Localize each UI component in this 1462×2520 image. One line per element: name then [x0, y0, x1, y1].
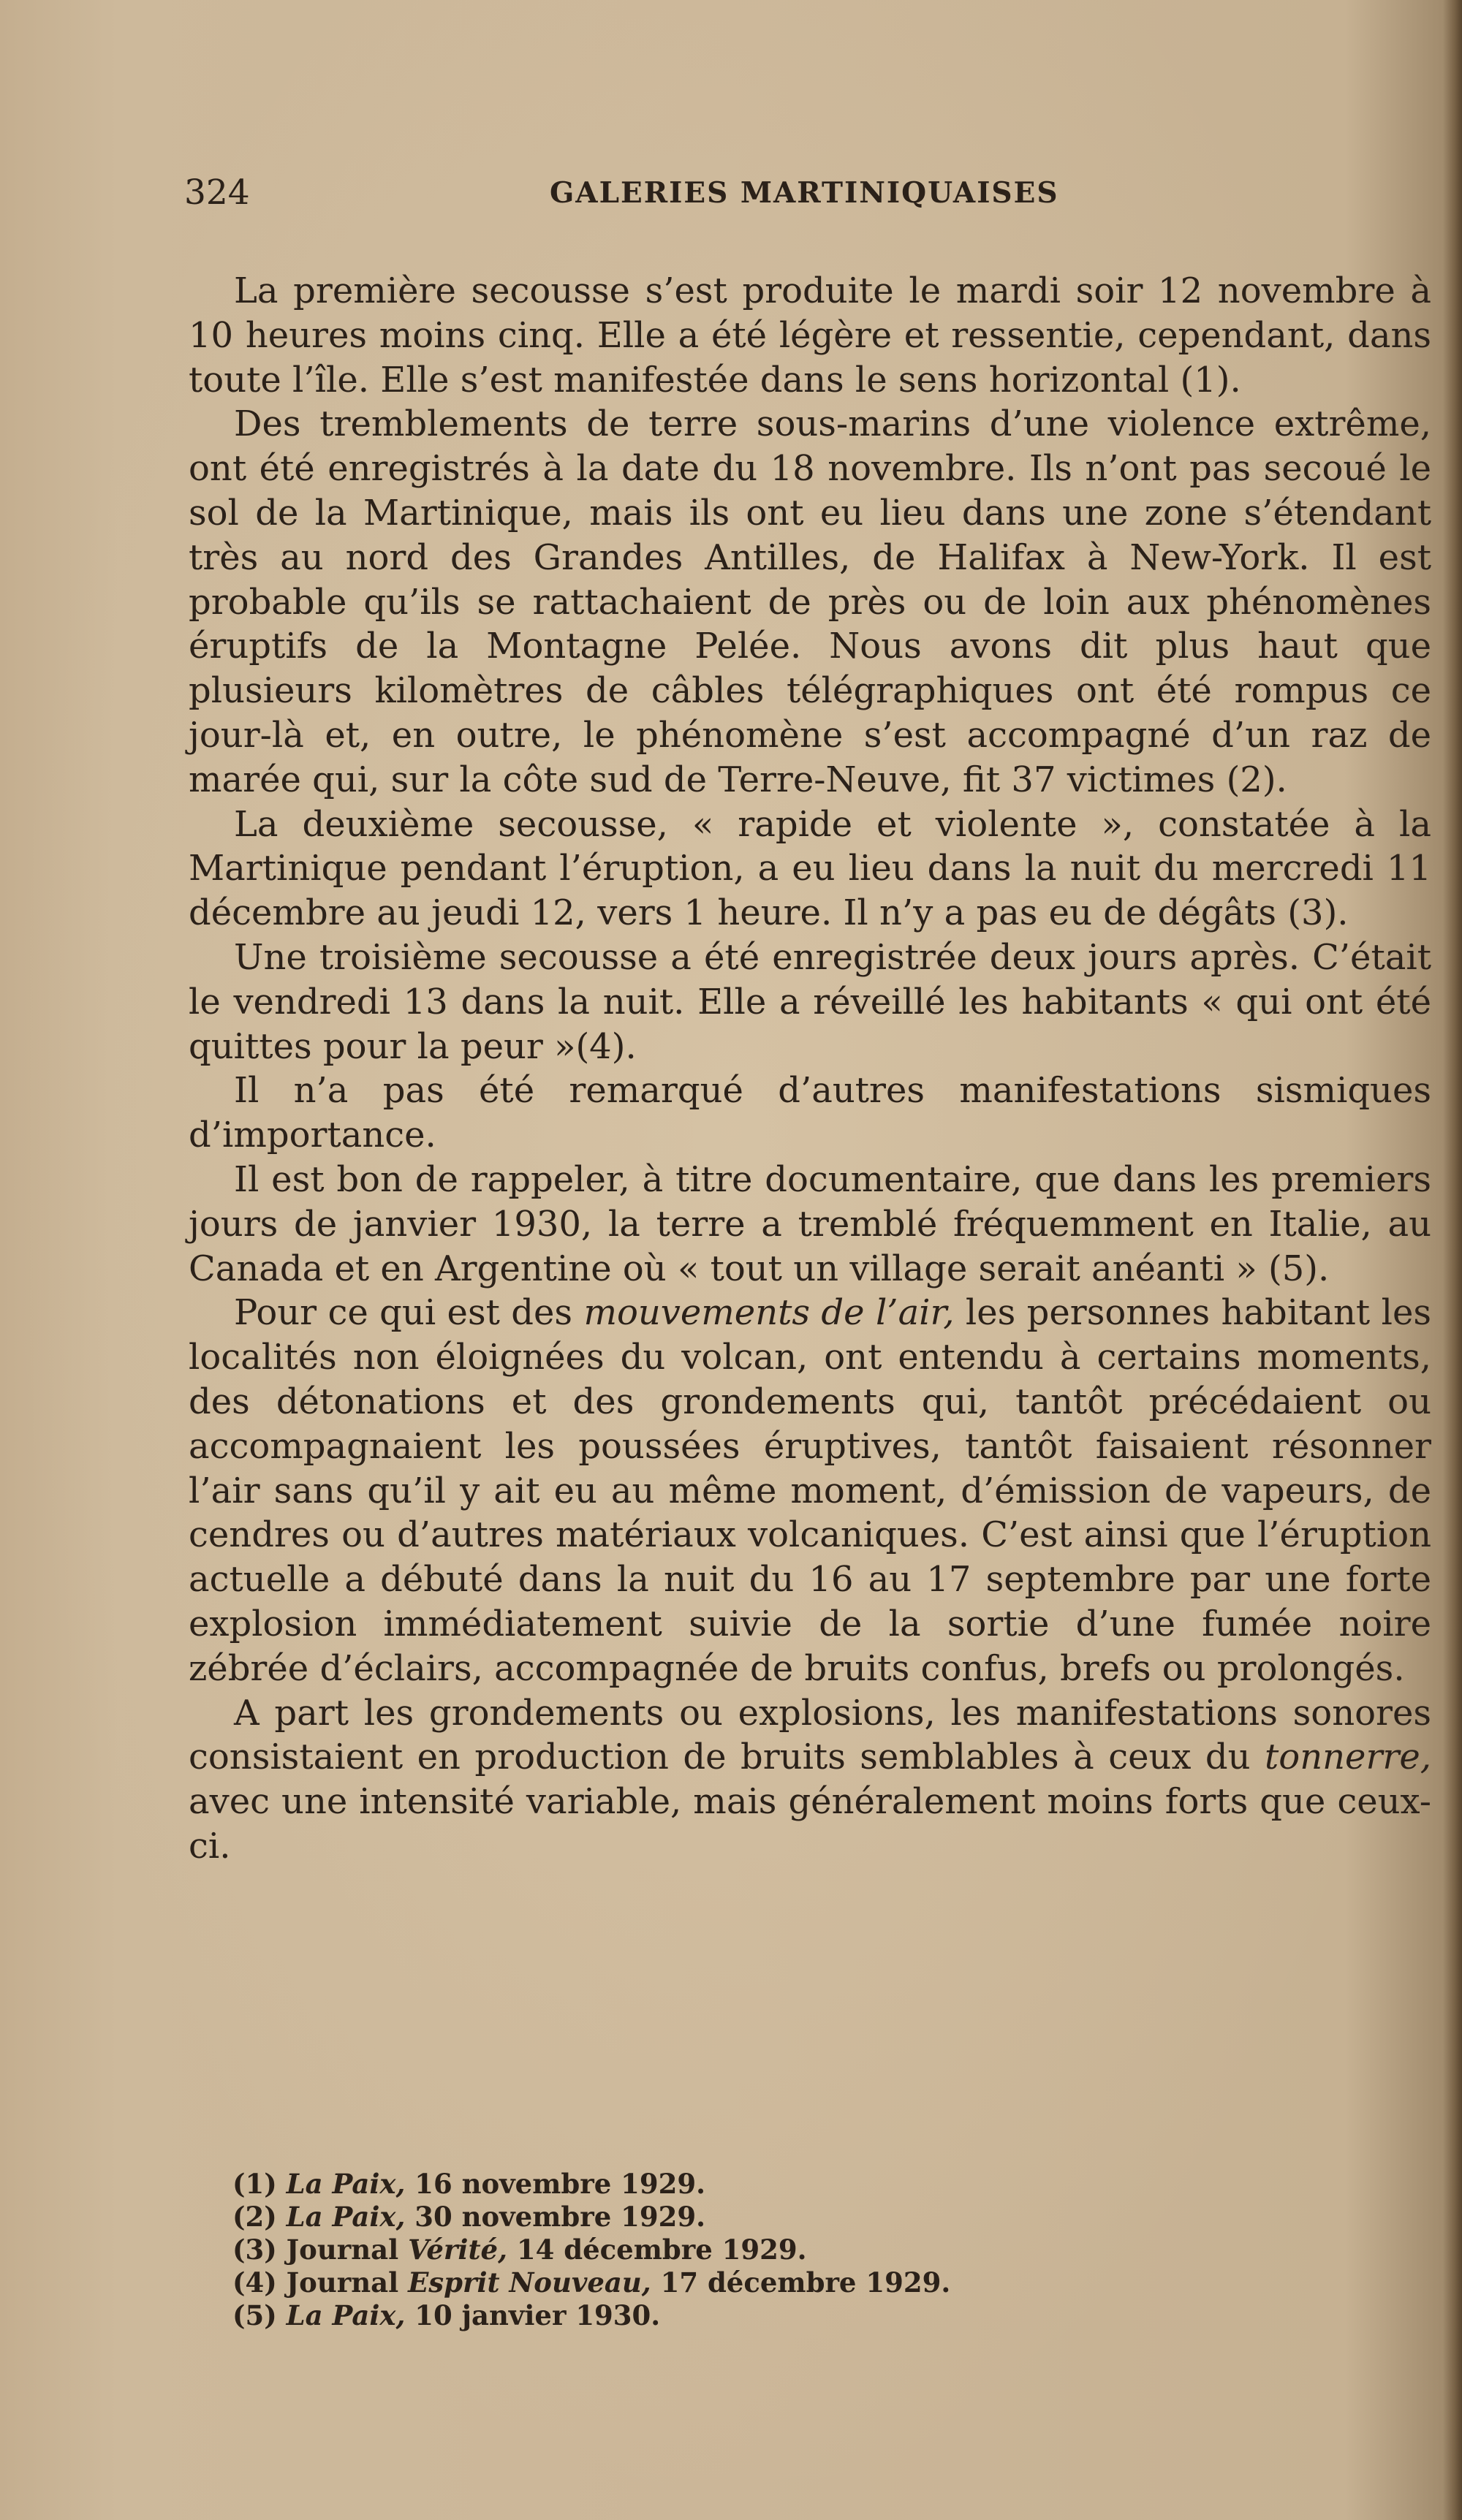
footnote-source: La Paix,: [286, 2201, 406, 2233]
page-header: [184, 171, 1427, 215]
footnote: [232, 2234, 1373, 2266]
italic-phrase: mouvements de l’air,: [583, 1292, 955, 1334]
footnote-source: La Paix,: [286, 2168, 406, 2200]
page-number: 324: [184, 172, 250, 213]
footnote-prefix: Journal: [286, 2234, 409, 2266]
main-text: [189, 269, 1431, 1869]
paragraph: La première secousse s’est produite le mardi soir 12 novembre à 10 heures moins cinq. Elle a été légère et ressentie, cependant, dans toute l’île. Elle s’est manifestée dans le sens horizontal (1).: [189, 270, 1431, 401]
text-run: Pour ce qui est des: [234, 1292, 584, 1334]
footnote-number: (2): [232, 2201, 277, 2233]
paragraph: Une troisième secousse a été enregistrée deux jours après. C’était le vendredi 13 dans la nuit. Elle a réveillé les habitants « qui ont été quittes pour la peur »(4).: [189, 936, 1431, 1067]
text-run: les personnes habitant les localités non éloignées du volcan, ont entendu à certains moments, des détonations et des grondements qui, tantôt précédaient ou accompagnaient les poussées éruptives, tantôt faisaient résonner l’air sans qu’il y ait eu au même moment, d’émission de vapeurs, de cendres ou d’autres matériaux volcaniques. C’est ainsi que l’éruption actuelle a débuté dans la nuit du 16 au 17 septembre par une forte explosion immédiatement suivie de la sortie d’une fumée noire zébrée d’éclairs, accompagnée de bruits confus, brefs ou prolongés.: [189, 1292, 1431, 1689]
page-edge-shadow: [1443, 0, 1462, 2520]
footnote-number: (1): [232, 2168, 277, 2200]
paragraph: La deuxième secousse, « rapide et violente », constatée à la Martinique pendant l’éruption, a eu lieu dans la nuit du mercredi 11 décembre au jeudi 12, vers 1 heure. Il n’y a pas eu de dégâts (3).: [189, 803, 1431, 934]
paragraph: Il n’a pas été remarqué d’autres manifestations sismiques d’importance.: [189, 1070, 1431, 1156]
paragraph: [189, 1691, 1431, 1869]
footnotes: [232, 2168, 1373, 2332]
footnote-source: Vérité,: [408, 2234, 507, 2266]
running-head: GALERIES MARTINIQUAISES: [550, 176, 1059, 210]
text-run: A part les grondements ou explosions, les manifestations sonores consistaient en production de bruits semblables à ceux du: [189, 1692, 1431, 1778]
footnote: [232, 2168, 1373, 2201]
paragraph: Des tremblements de terre sous-marins d’une violence extrême, ont été enregistrés à la date du 18 novembre. Ils n’ont pas secoué le sol de la Martinique, mais ils ont eu lieu dans une zone s’étendant très au nord des Grandes Antilles, de Halifax à New-York. Il est probable qu’ils se rattachaient de près ou de loin aux phénomènes éruptifs de la Montagne Pelée. Nous avons dit plus haut que plusieurs kilomètres de câbles télégraphiques ont été rompus ce jour-là et, en outre, le phénomène s’est accompagné d’un raz de marée qui, sur la côte sud de Terre-Neuve, fit 37 victimes (2).: [189, 403, 1431, 800]
footnote-number: (4): [232, 2266, 277, 2299]
footnote-source: Esprit Nouveau,: [408, 2266, 651, 2299]
footnote-number: (3): [232, 2234, 277, 2266]
footnote-date: 17 décembre 1929.: [651, 2266, 951, 2299]
footnote-date: 16 novembre 1929.: [405, 2168, 705, 2200]
paragraph: Il est bon de rappeler, à titre documentaire, que dans les premiers jours de janvier 1930, la terre a tremblé fréquemment en Italie, au Canada et en Argentine où « tout un village serait anéanti » (5).: [189, 1158, 1431, 1289]
paragraph: [189, 1291, 1431, 1690]
footnote: [232, 2299, 1373, 2332]
footnote-prefix: Journal: [286, 2266, 409, 2299]
footnote: [232, 2266, 1373, 2299]
footnote-date: 10 janvier 1930.: [405, 2299, 661, 2331]
text-run: avec une intensité variable, mais généralement moins forts que ceux-ci.: [189, 1781, 1431, 1867]
footnote-source: La Paix,: [286, 2299, 406, 2331]
footnote-date: 14 décembre 1929.: [507, 2234, 807, 2266]
italic-phrase: tonnerre,: [1265, 1737, 1431, 1778]
footnote-date: 30 novembre 1929.: [405, 2201, 705, 2233]
footnote: [232, 2201, 1373, 2234]
footnote-number: (5): [232, 2299, 277, 2331]
